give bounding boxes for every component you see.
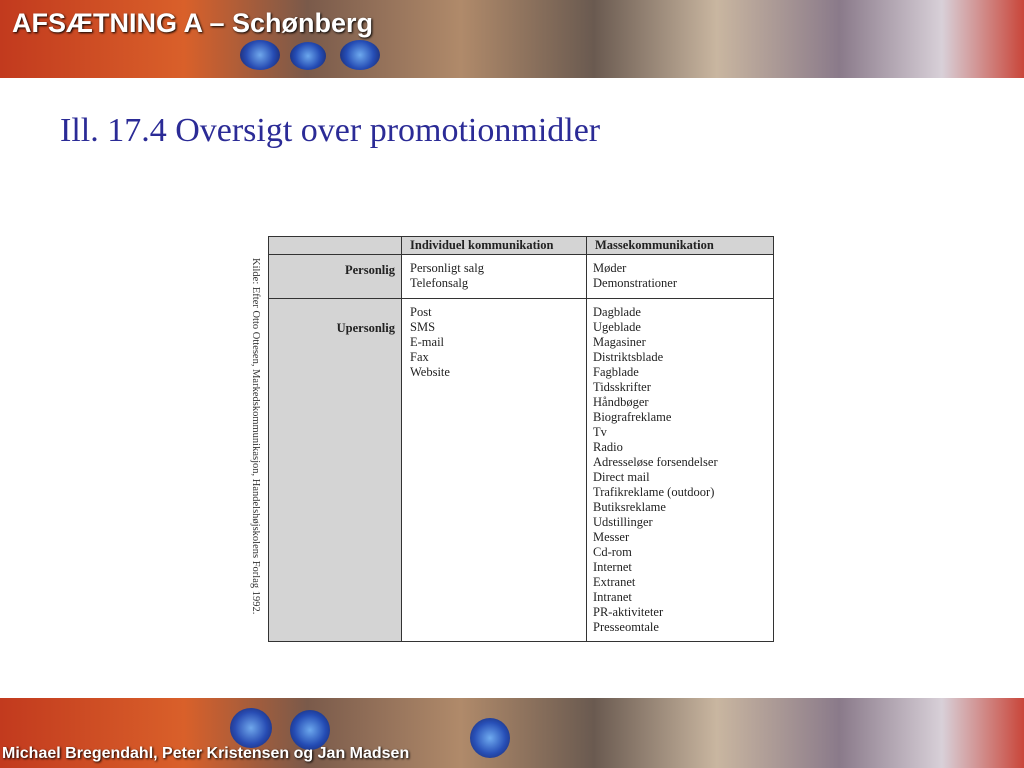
list-item: Butiksreklame xyxy=(593,500,666,514)
list-item: Udstillinger xyxy=(593,515,653,529)
list-item: Adresseløse forsendelser xyxy=(593,455,718,469)
masse-cell xyxy=(587,299,774,642)
header-masse: Massekommunikation xyxy=(587,237,774,255)
individuel-cell xyxy=(402,299,587,642)
list-item: Trafikreklame (outdoor) xyxy=(593,485,715,499)
list-item: Presseomtale xyxy=(593,620,659,634)
slide-title: Ill. 17.4 Oversigt over promotionmidler xyxy=(60,112,601,149)
list-item: Ugeblade xyxy=(593,320,641,334)
header-banner xyxy=(0,0,1024,78)
list-item: Cd-rom xyxy=(593,545,632,559)
list-item: Tv xyxy=(593,425,607,439)
masse-cell xyxy=(587,255,774,299)
list-item: Personligt salg xyxy=(410,261,484,275)
list-item: SMS xyxy=(410,320,436,334)
header-individuel: Individuel kommunikation xyxy=(402,237,587,255)
list-item: Demonstrationer xyxy=(593,276,678,290)
header-title: AFSÆTNING A – Schønberg xyxy=(12,8,374,38)
header-empty xyxy=(269,237,402,255)
row-label: Upersonlig xyxy=(269,299,402,642)
list-item: Håndbøger xyxy=(593,395,649,409)
list-item: Intranet xyxy=(593,590,632,604)
list-item: Distriktsblade xyxy=(593,350,664,364)
list-item: Fax xyxy=(410,350,429,364)
list-item: Extranet xyxy=(593,575,636,589)
list-item: Fagblade xyxy=(593,365,639,379)
list-item: Magasiner xyxy=(593,335,646,349)
table-row xyxy=(269,299,774,642)
list-item: Radio xyxy=(593,440,623,454)
row-label: Personlig xyxy=(269,255,402,299)
list-item: Telefonsalg xyxy=(410,276,469,290)
list-item: Biografreklame xyxy=(593,410,672,424)
individuel-cell xyxy=(402,255,587,299)
list-item: Direct mail xyxy=(593,470,650,484)
list-item: Dagblade xyxy=(593,305,641,319)
list-item: Messer xyxy=(593,530,630,544)
promotion-table xyxy=(268,236,774,642)
table-header-row xyxy=(269,237,774,255)
list-item: Website xyxy=(410,365,450,379)
source-note: Kilde: Efter Otto Ottesen, Markedskommunikasjon, Handelshøjskolens Forlag 1992. xyxy=(250,258,261,615)
list-item: Møder xyxy=(593,261,627,275)
list-item: Internet xyxy=(593,560,632,574)
footer-authors: Michael Bregendahl, Peter Kristensen og Jan Madsen xyxy=(2,745,410,762)
footer-banner xyxy=(0,698,1024,768)
table-row xyxy=(269,255,774,299)
list-item: E-mail xyxy=(410,335,445,349)
list-item: Tidsskrifter xyxy=(593,380,651,394)
list-item: Post xyxy=(410,305,432,319)
list-item: PR-aktiviteter xyxy=(593,605,664,619)
